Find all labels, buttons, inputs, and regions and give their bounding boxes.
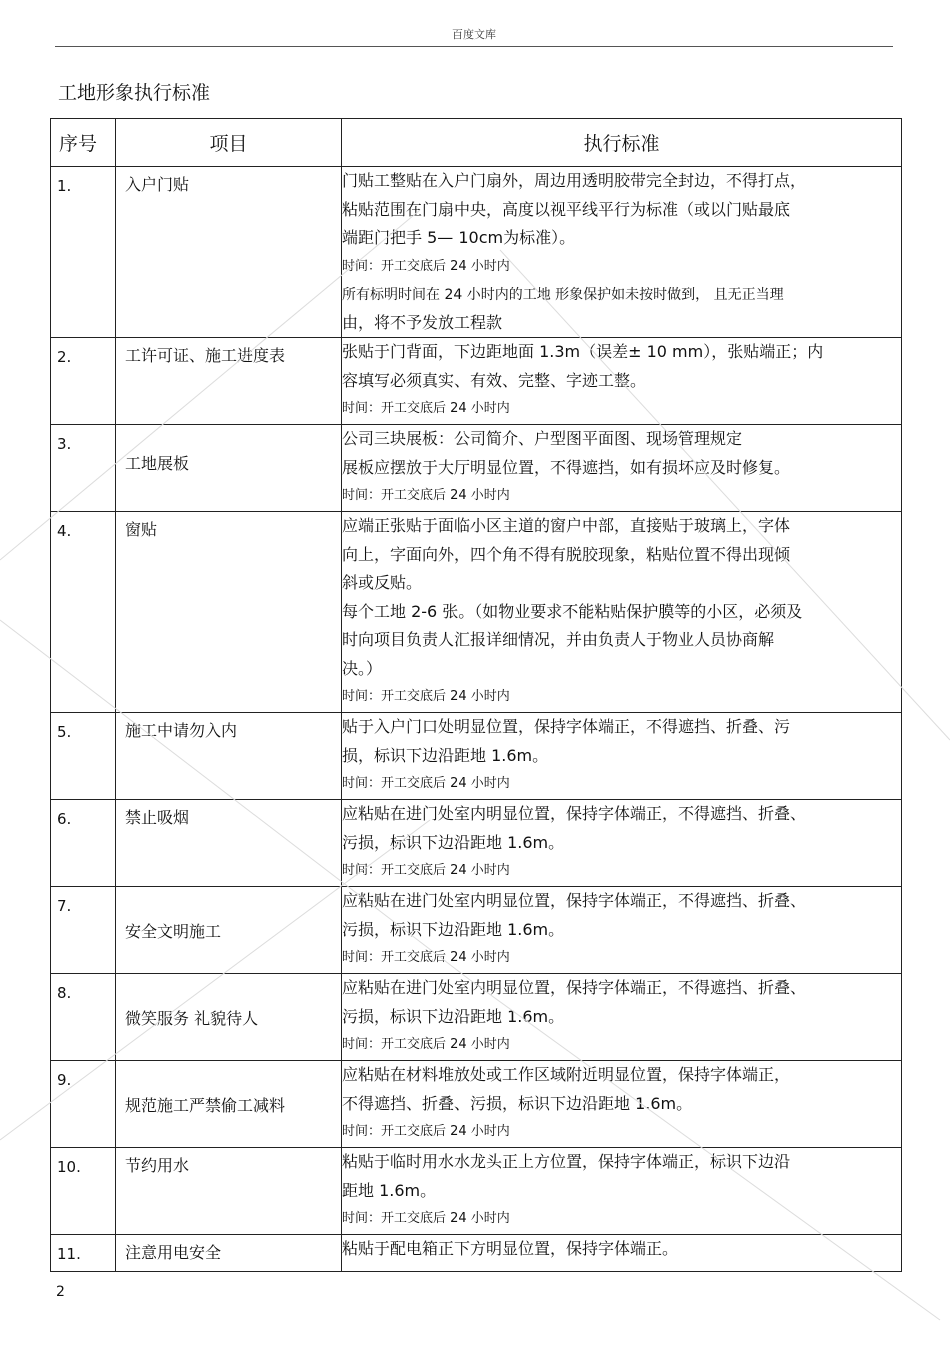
payment-note-line: 所有标明时间在 24 小时内的工地 形象保护如未按时做到， 且无正当理 [342, 286, 784, 303]
row-item: 施工中请勿入内 [125, 721, 238, 740]
standard-line: 粘贴于临时用水水龙头正上方位置，保持字体端正，标识下边沿 [342, 1152, 791, 1171]
standard-line: 时向项目负责人汇报详细情况，并由负责人于物业人员协商解 [342, 630, 775, 649]
table-row [51, 512, 902, 713]
row-item: 节约用水 [125, 1156, 190, 1175]
time-requirement: 时间：开工交底后 24 小时内 [342, 1124, 510, 1139]
standard-line: 不得遮挡、折叠、污损，标识下边沿距地 1.6m。 [342, 1093, 693, 1113]
table-row [51, 1148, 902, 1235]
row-item: 注意用电安全 [125, 1243, 222, 1262]
standard-line: 粘贴范围在门扇中央，高度以视平线平行为标准（或以门贴最底 [342, 199, 791, 219]
table-row [51, 338, 902, 425]
time-requirement: 时间：开工交底后 24 小时内 [342, 776, 510, 791]
table-row [51, 1235, 902, 1272]
column-header-standard: 执行标准 [342, 119, 902, 167]
standard-line: 应端正张贴于面临小区主道的窗户中部，直接贴于玻璃上，字体 [342, 516, 791, 535]
standard-line: 损，标识下边沿距地 1.6m。 [342, 745, 549, 765]
standard-line: 贴于入户门口处明显位置，保持字体端正，不得遮挡、折叠、污 [342, 717, 791, 736]
time-requirement: 时间：开工交底后 24 小时内 [342, 1037, 510, 1052]
standard-line: 污损，标识下边沿距地 1.6m。 [342, 919, 565, 939]
row-item: 微笑服务 礼貌待人 [125, 1009, 259, 1028]
standard-line: 容填写必须真实、有效、完整、字迹工整。 [342, 370, 647, 390]
document-title: 工地形象执行标准 [58, 82, 211, 104]
standard-line: 应粘贴在进门处室内明显位置，保持字体端正，不得遮挡、折叠、 [342, 978, 807, 997]
standard-line: 每个工地 2-6 张。（如物业要求不能粘贴保护膜等的小区，必须及 [342, 601, 803, 621]
time-requirement: 时间：开工交底后 24 小时内 [342, 863, 510, 878]
time-requirement: 时间：开工交底后 24 小时内 [342, 401, 510, 416]
page-number: 2 [56, 1284, 65, 1300]
standard-line: 应粘贴在材料堆放处或工作区域附近明显位置，保持字体端正， [342, 1065, 791, 1084]
row-number: 4. [57, 522, 72, 540]
table-header-row [51, 119, 902, 167]
row-item: 工许可证、施工进度表 [125, 346, 286, 365]
standard-line: 污损，标识下边沿距地 1.6m。 [342, 1006, 565, 1026]
standard-line: 应粘贴在进门处室内明显位置，保持字体端正，不得遮挡、折叠、 [342, 891, 807, 910]
standard-line: 展板应摆放于大厅明显位置，不得遮挡，如有损坏应及时修复。 [342, 457, 791, 477]
header-source-text: 百度文库 [452, 28, 496, 41]
row-standard-cell [342, 167, 902, 338]
column-header-item: 项目 [116, 119, 342, 167]
standard-line: 门贴工整贴在入户门扇外，周边用透明胶带完全封边，不得打点， [342, 171, 807, 190]
row-item: 工地展板 [125, 454, 190, 473]
row-item: 规范施工严禁偷工减料 [125, 1096, 286, 1115]
table-row [51, 887, 902, 974]
standard-line: 粘贴于配电箱正下方明显位置，保持字体端正。 [342, 1239, 679, 1258]
standard-line: 端距门把手 5— 10cm为标准）。 [342, 228, 576, 247]
standard-line: 公司三块展板：公司简介、户型图平面图、现场管理规定 [342, 429, 743, 448]
row-number: 3. [57, 435, 72, 453]
page-header [55, 26, 893, 47]
row-number: 1. [57, 177, 72, 195]
row-number: 7. [57, 897, 72, 915]
row-number: 10. [57, 1158, 81, 1176]
payment-note-line: 由，将不予发放工程款 [342, 312, 503, 332]
time-requirement: 时间：开工交底后 24 小时内 [342, 258, 510, 274]
table-row [51, 167, 902, 338]
row-number: 6. [57, 810, 72, 828]
time-requirement: 时间：开工交底后 24 小时内 [342, 1211, 510, 1226]
standard-line: 斜或反贴。 [342, 573, 423, 592]
row-item: 安全文明施工 [125, 922, 222, 941]
standard-line: 向上，字面向外，四个角不得有脱胶现象，粘贴位置不得出现倾 [342, 544, 791, 564]
time-requirement: 时间：开工交底后 24 小时内 [342, 488, 510, 503]
time-requirement: 时间：开工交底后 24 小时内 [342, 950, 510, 965]
row-item-cell [116, 167, 342, 338]
time-requirement: 时间：开工交底后 24 小时内 [342, 689, 510, 704]
table-row [51, 800, 902, 887]
table-row [51, 713, 902, 800]
row-number: 9. [57, 1071, 72, 1089]
row-number: 5. [57, 723, 72, 741]
row-item: 入户门贴 [125, 175, 190, 194]
table-row [51, 1061, 902, 1148]
row-number: 8. [57, 984, 72, 1002]
column-header-number: 序号 [51, 119, 116, 167]
standard-line: 污损，标识下边沿距地 1.6m。 [342, 832, 565, 852]
table-row [51, 974, 902, 1061]
standard-line: 决。） [342, 658, 383, 678]
table-row [51, 425, 902, 512]
standards-table [50, 118, 902, 1272]
row-number-cell [51, 167, 116, 338]
standard-line: 应粘贴在进门处室内明显位置，保持字体端正，不得遮挡、折叠、 [342, 804, 807, 823]
standard-line: 张贴于门背面，下边距地面 1.3m（误差± 10 mm），张贴端正；内 [342, 342, 824, 361]
standard-line: 距地 1.6m。 [342, 1180, 437, 1200]
row-item: 窗贴 [125, 520, 158, 539]
row-item: 禁止吸烟 [125, 808, 190, 827]
row-number: 11. [57, 1245, 81, 1263]
row-number: 2. [57, 348, 72, 366]
